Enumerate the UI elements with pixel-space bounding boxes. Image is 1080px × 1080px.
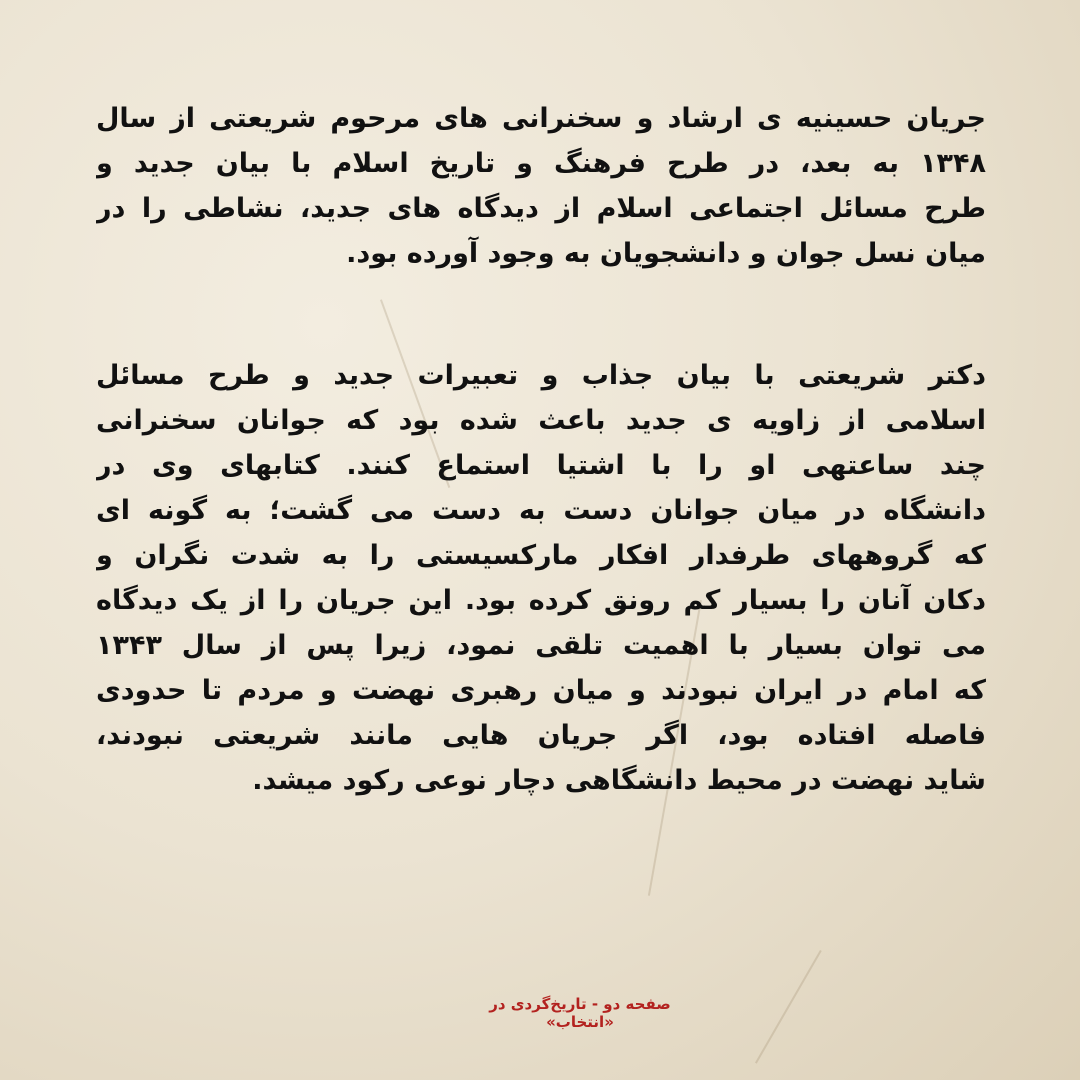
text-line: چند ساعتهی او را با اشتیا استماع کنند. کتابهای وی در	[96, 450, 986, 481]
text-line: میان نسل جوان و دانشجویان به وجود آورده بود.	[346, 238, 986, 269]
paper-crack	[755, 950, 822, 1064]
text-line: جریان حسینیه ی ارشاد و سخنرانی های مرحوم شریعتی از سال	[96, 103, 986, 134]
text-line: می توان بسیار با اهمیت تلقی نمود، زیرا پس از سال ۱۳۴۳	[96, 630, 986, 661]
text-line: طرح مسائل اجتماعی اسلام از دیدگاه های جدید، نشاطی را در	[96, 193, 986, 224]
text-line: دکان آنان را بسیار کم رونق کرده بود. این جریان را از یک دیدگاه	[96, 585, 986, 616]
text-line: اسلامی از زاویه ی جدید باعث شده بود که جوانان سخنرانی	[96, 405, 986, 436]
paragraph-1	[96, 96, 986, 276]
text-line: که گروههای طرفدار افکار مارکسیستی را به شدت نگران و	[96, 540, 986, 571]
footer-caption: صفحه دو - تاریخ‌گردی در «انتخاب»	[489, 995, 671, 1031]
text-line: ۱۳۴۸ به بعد، در طرح فرهنگ و تاریخ اسلام با بیان جدید و	[96, 148, 986, 179]
text-line: فاصله افتاده بود، اگر جریان هایی مانند شریعتی نبودند،	[96, 720, 986, 751]
text-line: دانشگاه در میان جوانان دست به دست می گشت؛ به گونه ای	[96, 495, 986, 526]
text-line: دکتر شریعتی با بیان جذاب و تعبیرات جدید و طرح مسائل	[96, 360, 986, 391]
text-line: شاید نهضت در محیط دانشگاهی دچار نوعی رکود میشد.	[252, 765, 986, 796]
text-line: که امام در ایران نبودند و میان رهبری نهضت و مردم تا حدودی	[96, 675, 986, 706]
paragraph-2	[96, 353, 986, 803]
